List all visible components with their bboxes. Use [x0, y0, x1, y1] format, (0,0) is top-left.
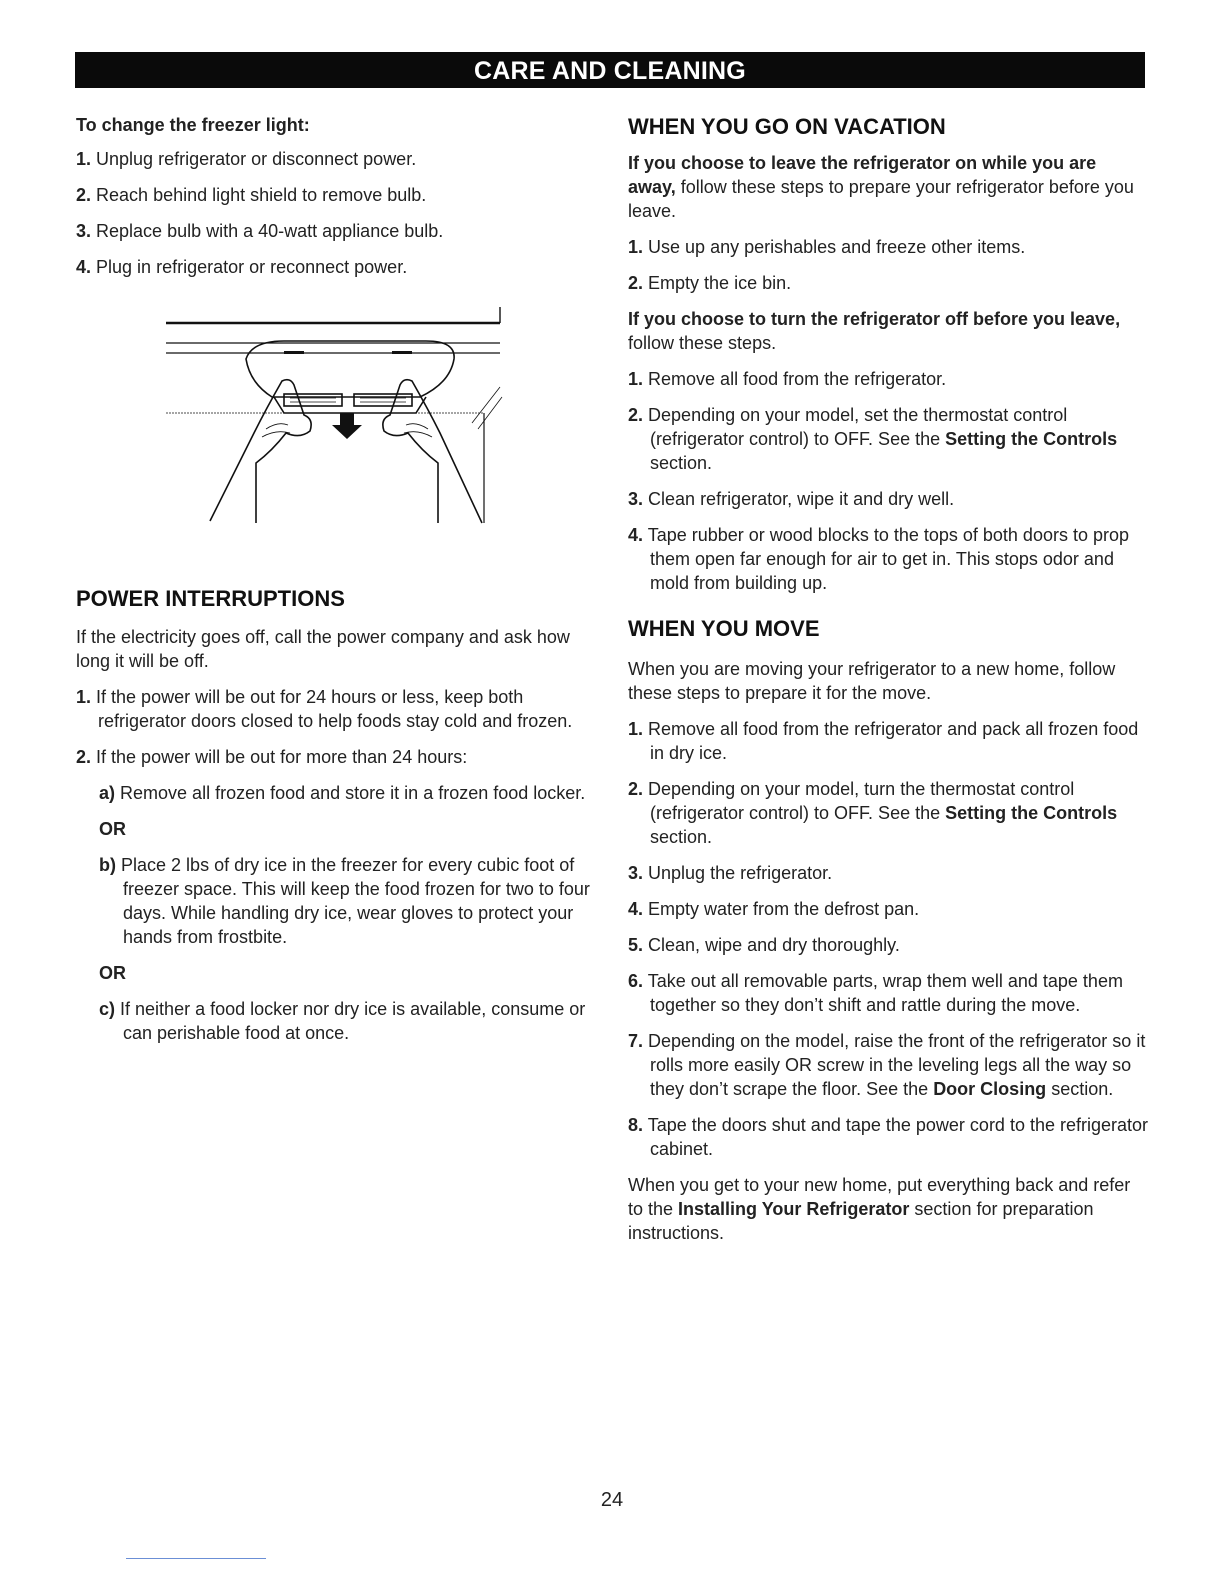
vacation-off-step-4: 4. Tape rubber or wood blocks to the tops of both doors to prop them open far enough for air to get in. This stops odor and mold from building up.	[628, 525, 1130, 593]
move-step-2: 2. Depending on your model, turn the thermostat control (refrigerator control) to OFF. See the Setting the Controls section.	[628, 779, 1118, 847]
light-shield-illustration	[154, 301, 534, 561]
power-step-2: 2. If the power will be out for more than 24 hours:	[76, 747, 468, 767]
move-step-3: 3. Unplug the refrigerator.	[628, 863, 833, 883]
power-step-1: 1. If the power will be out for 24 hours or less, keep both refrigerator doors closed to help foods stay cold and frozen.	[76, 687, 573, 731]
move-intro: When you are moving your refrigerator to a new home, follow these steps to prepare it for the move.	[628, 659, 1116, 703]
move-step-1: 1. Remove all food from the refrigerator and pack all frozen food in dry ice.	[628, 719, 1139, 763]
move-step-6: 6. Take out all removable parts, wrap them well and tape them together so they don’t shift and rattle during the move.	[628, 971, 1123, 1015]
footer-divider	[126, 1558, 266, 1559]
section-banner: CARE AND CLEANING	[75, 52, 1145, 88]
power-sub-b: b) Place 2 lbs of dry ice in the freezer for every cubic foot of freezer space. This will keep the food frozen for two to four days. While handling dry ice, wear gloves to protect your hands from frostbite.	[99, 855, 590, 947]
power-intro: If the electricity goes off, call the power company and ask how long it will be off.	[76, 627, 570, 671]
vacation-off-step-3: 3. Clean refrigerator, wipe it and dry well.	[628, 489, 955, 509]
hands-removing-light-shield-icon	[154, 301, 534, 561]
page-number: 24	[600, 1489, 624, 1511]
or-label-2: OR	[99, 963, 126, 983]
vacation-lead-1: If you choose to leave the refrigerator on while you are away, follow these steps to prepare your refrigerator before you leave.	[628, 153, 1134, 221]
power-sub-a: a) Remove all frozen food and store it in a frozen food locker.	[99, 783, 586, 803]
power-interruptions-heading: POWER INTERRUPTIONS	[76, 586, 345, 611]
move-step-5: 5. Clean, wipe and dry thoroughly.	[628, 935, 900, 955]
move-step-7: 7. Depending on the model, raise the front of the refrigerator so it rolls more easily OR screw in the leveling legs all the way so they don’t scrape the floor. See the Door Closing section.	[628, 1031, 1146, 1099]
move-heading: WHEN YOU MOVE	[628, 616, 820, 641]
freezer-step-2: 2. Reach behind light shield to remove bulb.	[76, 185, 427, 205]
freezer-step-3: 3. Replace bulb with a 40-watt appliance bulb.	[76, 221, 444, 241]
move-step-8: 8. Tape the doors shut and tape the power cord to the refrigerator cabinet.	[628, 1115, 1149, 1159]
vacation-heading: WHEN YOU GO ON VACATION	[628, 114, 946, 139]
vacation-off-step-2: 2. Depending on your model, set the thermostat control (refrigerator control) to OFF. See the Setting the Controls section.	[628, 405, 1118, 473]
move-step-4: 4. Empty water from the defrost pan.	[628, 899, 920, 919]
freezer-step-4: 4. Plug in refrigerator or reconnect power.	[76, 257, 408, 277]
vacation-lead-2: If you choose to turn the refrigerator off before you leave, follow these steps.	[628, 309, 1121, 353]
or-label-1: OR	[99, 819, 126, 839]
vacation-on-step-1: 1. Use up any perishables and freeze other items.	[628, 237, 1026, 257]
vacation-on-step-2: 2. Empty the ice bin.	[628, 273, 792, 293]
power-sub-c: c) If neither a food locker nor dry ice is available, consume or can perishable food at once.	[99, 999, 586, 1043]
freezer-step-1: 1. Unplug refrigerator or disconnect power.	[76, 149, 417, 169]
right-column	[628, 113, 1148, 1257]
left-column	[76, 113, 596, 1057]
move-outro: When you get to your new home, put everything back and refer to the Installing Your Refrigerator section for preparation instructions.	[628, 1175, 1131, 1243]
vacation-off-step-1: 1. Remove all food from the refrigerator.	[628, 369, 947, 389]
freezer-light-title: To change the freezer light:	[76, 115, 310, 135]
